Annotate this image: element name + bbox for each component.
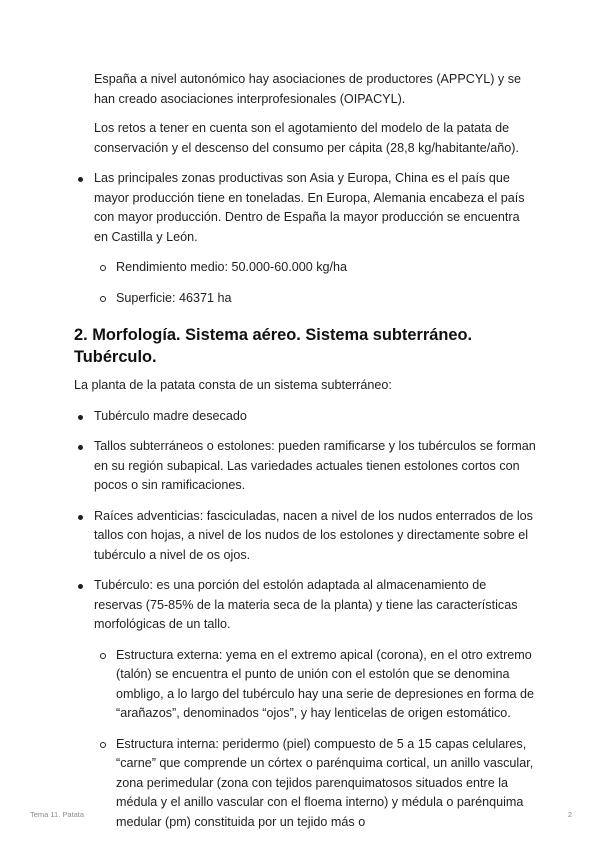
morphology-list [74,407,536,635]
bullet-icon [78,584,83,589]
hollow-bullet-icon [100,742,106,748]
hollow-bullet-icon [100,653,106,659]
production-subitem-text: Rendimiento medio: 50.000-60.000 kg/ha [116,260,348,274]
morph-bullet-text: Tubérculo: es una porción del estolón adaptada al almacenamiento de reservas (75-85% de la materia seca de la planta) y tiene las características morfológicas de un tallo. [94,578,518,631]
tuber-subitem-text: Estructura externa: yema en el extremo apical (corona), en el otro extremo (talón) se encuentra el punto de unión con el estolón que se denomina ombligo, a lo largo del tubérculo hay una serie de depresiones en forma de “arañazos”, denominados “ojos”, y hay lenticelas de origen estomático. [116,647,534,720]
tuber-subitem-text: Estructura interna: peridermo (piel) compuesto de 5 a 15 capas celulares, “carne” que comprende un córtex o parénquima cortical, un anillo vascular, zona perimedular (zona con tejidos parenquimatosos situados entre la médula y el anillo vascular con el floema interno) y médula o parénquima medular (pm) constituida por un tejido más o [116,736,534,829]
morph-bullet-text: Tallos subterráneos o estolones: pueden ramificarse y los tubérculos se forman en su región subapical. Las variedades actuales tienen estolones cortos con pocos o sin ramificaciones. [94,439,536,492]
bullet-icon [78,177,83,182]
morph-bullet-text: Raíces adventicias: fasciculadas, nacen a nivel de los nudos enterrados de los tallos con hojas, a nivel de los nudos de los estolones y directamente sobre el tubérculo a nivel de os ojos. [94,508,533,562]
hollow-bullet-icon [100,265,106,271]
production-list [74,169,536,247]
morph-bullet-text: Tubérculo madre desecado [94,408,247,423]
list-item [74,646,536,724]
section-heading: 2. Morfología. Sistema aéreo. Sistema subterráneo. Tubérculo. [74,326,473,366]
list-item [74,576,536,635]
bullet-icon [78,445,83,450]
intro-paragraph-2: Los retos a tener en cuenta son el agotamiento del modelo de la patata de conservación y el descenso del consumo per cápita (28,8 kg/habitante/año). [94,121,519,155]
tuber-sublist [74,646,536,833]
list-item [74,407,536,427]
bullet-icon [78,515,83,520]
list-item [74,507,536,566]
list-item [74,289,536,309]
hollow-bullet-icon [100,296,106,302]
production-subitem-text: Superficie: 46371 ha [116,290,232,305]
bullet-icon [78,415,83,420]
list-item [74,258,536,278]
page-number: 2 [567,810,572,819]
list-item [74,735,536,833]
list-item [74,437,536,496]
section-intro: La planta de la patata consta de un sistema subterráneo: [74,378,392,392]
production-sublist [74,258,536,308]
footer-title: Tema 11. Patata [30,810,85,819]
page-content [74,70,536,832]
intro-paragraph-1: España a nivel autonómico hay asociaciones de productores (APPCYL) y se han creado asociaciones interprofesionales (OIPACYL). [94,72,522,106]
list-item [74,169,536,247]
production-bullet-text: Las principales zonas productivas son Asia y Europa, China es el país que mayor producción tiene en toneladas. En Europa, Alemania encabeza el país con mayor producción. Dentro de España la mayor producción se encuentra en Castilla y León. [94,171,525,244]
